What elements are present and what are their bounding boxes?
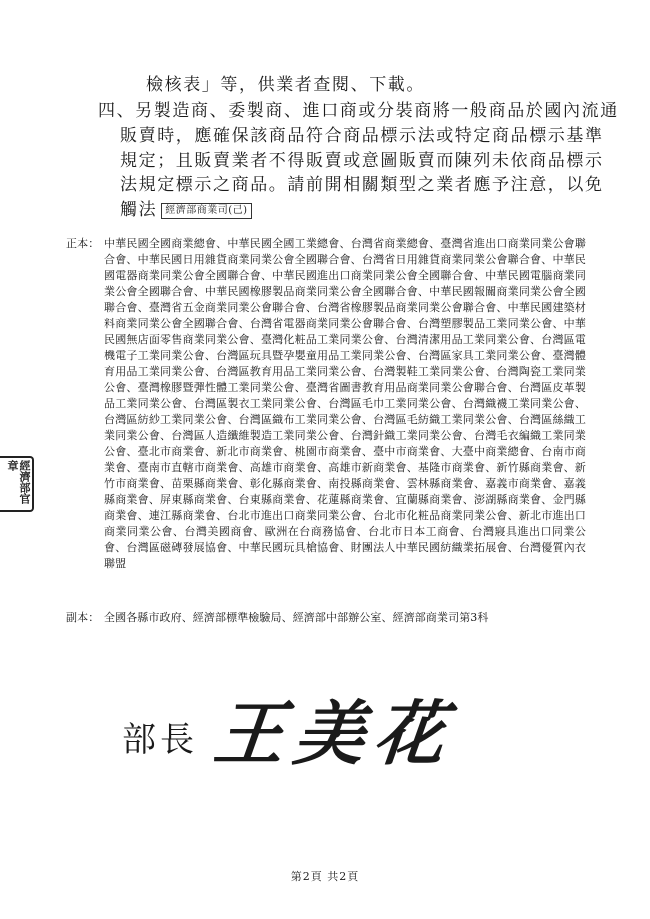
body-line-4: 規定；且販賣業者不得販賣或意圖販賣而陳列未依商品標示 — [120, 151, 604, 171]
recipients-list: 中華民國全國商業總會、中華民國全國工業總會、台灣省商業總會、臺灣省進出口商業同業公會聯合會、中華民國日用雜貨商業同業公會全國聯合會、台灣省日用雜貨商業同業公會聯合會、中華民國電器商業同業公會全國聯合會、中華民國進出口商業同業公會全國聯合會、中華民國電腦商業同業公會全國聯合會、中華民國橡膠製品商業同業公會全國聯合會、中華民國報關商業同業公會全國聯合會、臺灣省五金商業同業公會聯合會、台灣省橡膠製品商業同業公會聯合會、中華民國建築材料商業同業公會全國聯合會、台灣省電器商業同業公會聯合會、台灣塑膠製品工業同業公會、中華民國無店面零售商業同業公會、臺灣化粧品工業同業公會、台灣清潔用品工業同業公會、台灣區電機電子工業同業公會、台灣區玩具暨孕嬰童用品工業同業公會、台灣區家具工業同業公會、臺灣體育用品工業同業公會、台灣區教育用品工業同業公會、台灣製鞋工業同業公會、台灣陶瓷工業同業公會、臺灣橡膠暨彈性體工業同業公會、臺灣省圖書教育用品商業同業公會聯合會、台灣區皮革製品工業同業公會、台灣區製衣工業同業公會、台灣區毛巾工業同業公會、台灣織襪工業同業公會、台灣區紡紗工業同業公會、台灣區織布工業同業公會、台灣區毛紡織工業同業公會、台灣區絲織工業同業公會、台灣區人造纖維製造工業同業公會、台灣針織工業同業公會、台灣毛衣編織工業同業公會、臺北市商業會、新北市商業會、桃園市商業會、臺中市商業會、大臺中商業總會、台南市商業會、臺南市直轄市商業會、高雄市商業會、高雄市新商業會、基隆市商業會、新竹縣商業會、新竹市商業會、苗栗縣商業會、彰化縣商業會、南投縣商業會、雲林縣商業會、嘉義市商業會、嘉義縣商業會、屏東縣商業會、台東縣商業會、花蓮縣商業會、宜蘭縣商業會、澎湖縣商業會、金門縣商業會、連江縣商業會、台北市進出口商業同業公會、台北市化粧品商業同業公會、新北市進出口商業同業公會、台灣美國商會、歐洲在台商務協會、台北市日本工商會、台灣寢具進出口同業公會、台灣區磁磚發展協會、中華民國玩具槍協會、財團法人中華民國紡織業拓展會、台灣優質內衣聯盟 — [104, 237, 586, 570]
body-line-5: 法規定標示之商品。請前開相關類型之業者應予注意，以免 — [120, 175, 604, 195]
cc-label: 副本： — [66, 611, 100, 624]
body-line-2: 四、另製造商、委製商、進口商或分裝商將一般商品於國內流通 — [98, 101, 619, 121]
side-seal-stamp: 經濟部官章 — [0, 456, 34, 512]
recipients-label: 正本： — [66, 237, 100, 250]
body-line-6 — [120, 199, 252, 221]
minister-title: 部長 — [122, 720, 198, 760]
body-line-3: 販賣時，應確保該商品符合商品標示法或特定商品標示基準 — [120, 126, 604, 146]
cc-list: 全國各縣市政府、經濟部標準檢驗局、經濟部中部辦公室、經濟部商業司第3科 — [104, 611, 489, 624]
cc-block — [66, 610, 586, 626]
inline-seal-stamp: 經濟部商業司(己) — [161, 203, 251, 219]
page-number: 第2頁 共2頁 — [290, 870, 360, 883]
body-line-1: 檢核表」等，供業者查閱、下載。 — [146, 75, 425, 95]
recipients-block — [66, 236, 586, 572]
body-line-6-text: 觸法 — [120, 200, 158, 220]
minister-signature: 王美花 — [210, 692, 459, 775]
